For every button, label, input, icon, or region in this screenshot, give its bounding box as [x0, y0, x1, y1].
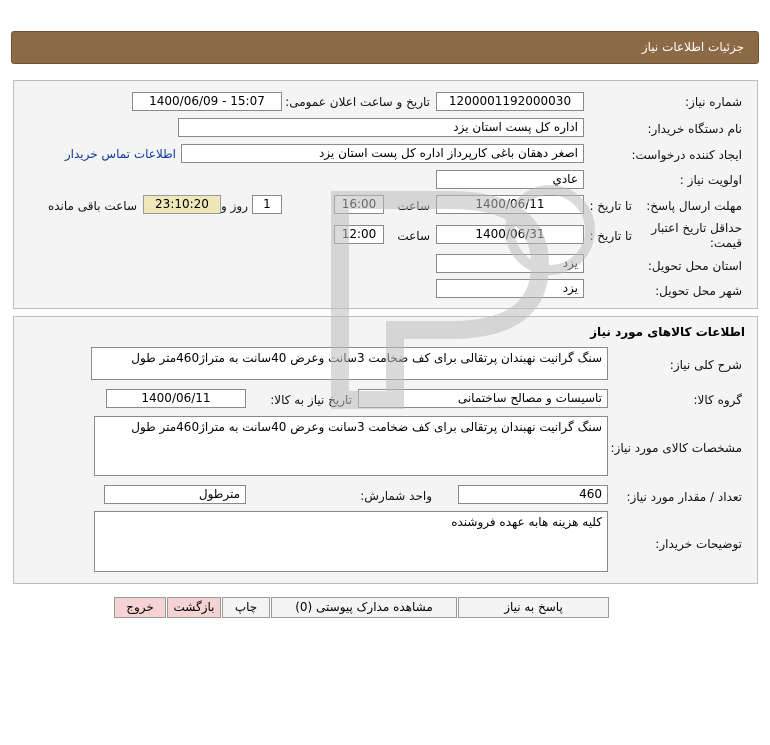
specs-field: سنگ گرانیت نهبندان پرتقالی برای کف ضخامت 3سانت وعرض 40سانت به متراژ460متر طول [94, 416, 608, 476]
validity-label-2: قیمت: [709, 236, 742, 250]
province-label: استان محل تحویل: [647, 259, 742, 273]
page-title: جزئیات اطلاعات نیاز [641, 40, 744, 54]
notes-label: توضیحات خریدار: [655, 537, 742, 551]
days-label: روز و [221, 199, 248, 213]
need-date-field: 1400/06/11 [106, 389, 246, 408]
reply-button[interactable]: پاسخ به نیاز [458, 597, 609, 618]
exit-button[interactable]: خروج [114, 597, 166, 618]
deadline-date-field: 1400/06/11 [436, 195, 584, 214]
city-label: شهر محل تحویل: [655, 284, 742, 298]
announce-field: 1400/06/09 - 15:07 [132, 92, 282, 111]
validity-time-field: 12:00 [334, 225, 384, 244]
specs-label: مشخصات کالای مورد نیاز: [610, 441, 742, 455]
remaining-time-field: 23:10:20 [143, 195, 221, 214]
validity-to-date-label: تا تاریخ : [589, 229, 632, 243]
city-field: یزد [436, 279, 584, 298]
need-number-label: شماره نیاز: [685, 95, 742, 109]
page-header [11, 31, 759, 64]
buyer-field: اداره کل پست استان یزد [178, 118, 584, 137]
goods-section-title: اطلاعات کالاهای مورد نیاز [590, 325, 745, 339]
priority-field: عادي [436, 170, 584, 189]
deadline-time-label: ساعت [397, 199, 430, 213]
remaining-label: ساعت باقی مانده [47, 199, 137, 213]
deadline-time-field: 16:00 [334, 195, 384, 214]
creator-field: اصغر دهقان باغی کارپرداز اداره کل پست استان یزد [181, 144, 584, 163]
validity-date-field: 1400/06/31 [436, 225, 584, 244]
contact-buyer-link[interactable]: اطلاعات تماس خریدار [64, 147, 176, 161]
priority-label: اولویت نیاز : [679, 173, 742, 187]
unit-label: واحد شمارش: [360, 489, 432, 503]
unit-field: مترطول [104, 485, 246, 504]
summary-label: شرح کلی نیاز: [669, 358, 742, 372]
quantity-label: تعداد / مقدار مورد نیاز: [626, 490, 742, 504]
need-date-label: تاریخ نیاز به کالا: [270, 393, 352, 407]
group-label: گروه کالا: [693, 393, 742, 407]
need-number-field: 1200001192000030 [436, 92, 584, 111]
attachments-button[interactable]: مشاهده مدارک پیوستی (0) [271, 597, 457, 618]
group-field: تاسیسات و مصالح ساختمانی [358, 389, 608, 408]
buyer-label: نام دستگاه خریدار: [647, 122, 742, 136]
days-field: 1 [252, 195, 282, 214]
deadline-to-date-label: تا تاریخ : [589, 199, 632, 213]
announce-label: تاریخ و ساعت اعلان عمومی: [285, 95, 430, 109]
back-button[interactable]: بازگشت [167, 597, 221, 618]
province-field: یزد [436, 254, 584, 273]
summary-field: سنگ گرانیت نهبندان پرتقالی برای کف ضخامت 3سانت وعرض 40سانت به متراژ460متر طول [91, 347, 608, 380]
validity-time-label: ساعت [397, 229, 430, 243]
creator-label: ایجاد کننده درخواست: [631, 148, 742, 162]
notes-field: کلیه هزینه هابه عهده فروشنده [94, 511, 608, 572]
validity-label-1: حداقل تاریخ اعتبار [651, 221, 742, 235]
deadline-label: مهلت ارسال پاسخ: [646, 199, 742, 213]
quantity-field: 460 [458, 485, 608, 504]
need-info-panel [13, 80, 758, 309]
print-button[interactable]: چاپ [222, 597, 270, 618]
